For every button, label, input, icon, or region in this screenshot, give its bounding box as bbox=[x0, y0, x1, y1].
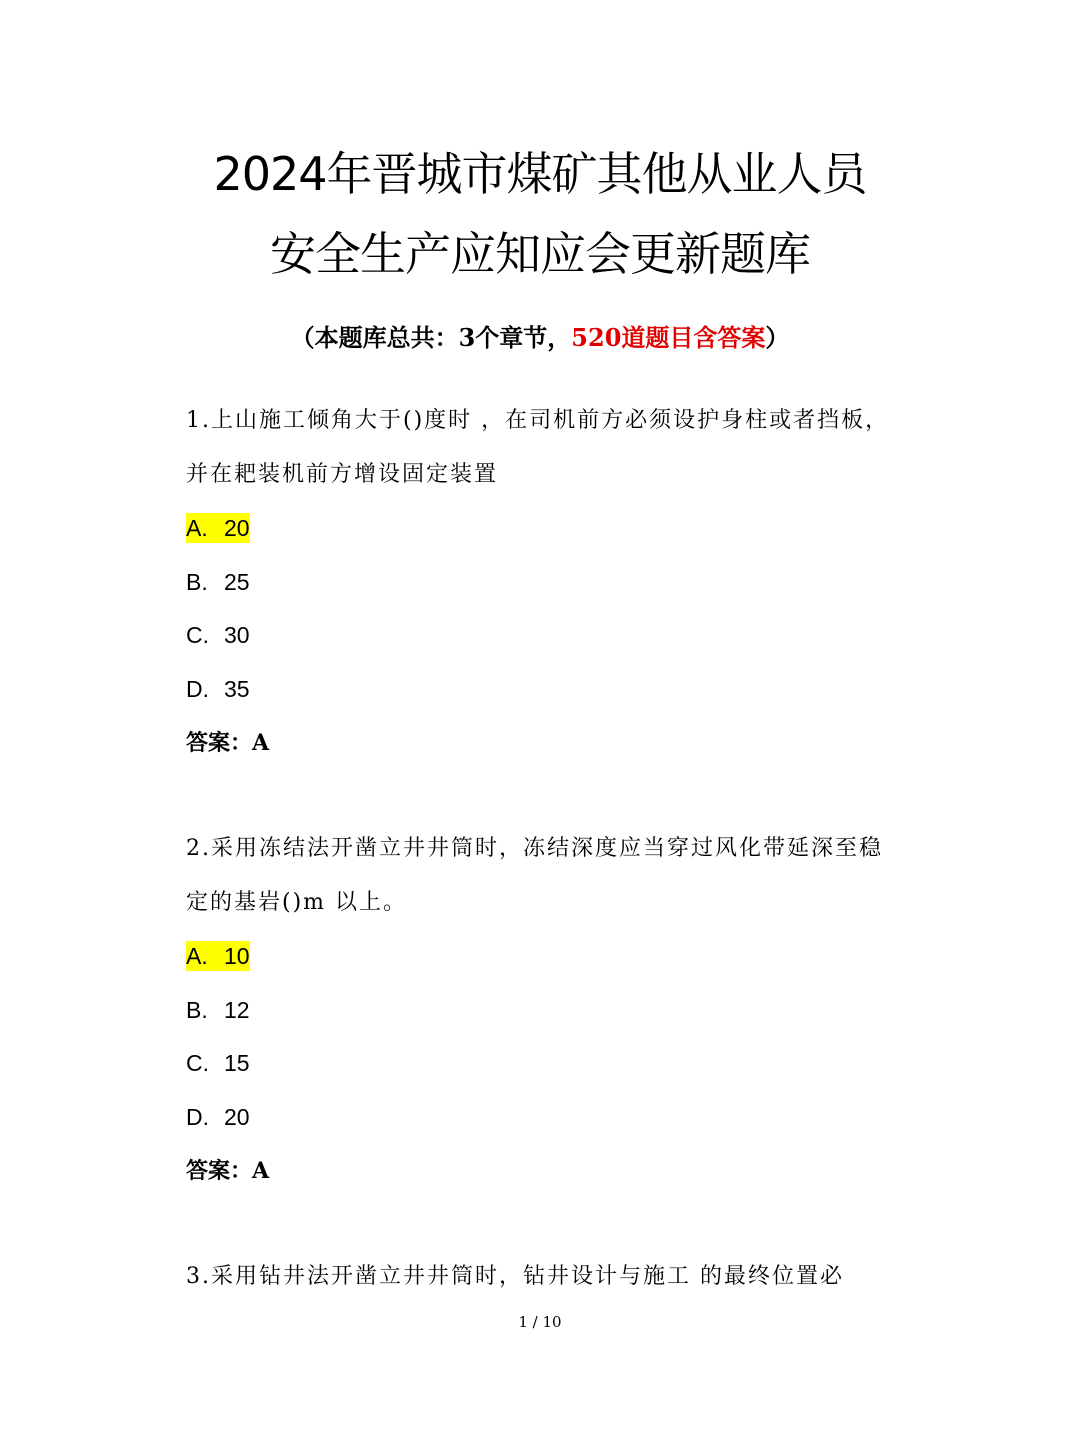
question-text: 1.上山施工倾角大于()度时 ，在司机前方必须设护身柱或者挡板，并在耙装机前方增设固定装置 bbox=[186, 408, 890, 487]
option-value: 30 bbox=[224, 622, 250, 648]
page-number: 1 / 10 bbox=[518, 1313, 562, 1331]
option-c bbox=[186, 609, 906, 663]
option-b bbox=[186, 556, 906, 610]
option-letter: D. bbox=[186, 675, 209, 702]
option-value: 20 bbox=[224, 515, 250, 541]
option-letter: A. bbox=[186, 515, 208, 541]
document-title-line-2: 安全生产应知应会更新题库 bbox=[270, 227, 810, 281]
option-d bbox=[186, 1091, 906, 1145]
subtitle-suffix: ） bbox=[765, 323, 790, 352]
answer-line: 答案：A bbox=[186, 1158, 270, 1184]
option-value: 12 bbox=[224, 996, 250, 1023]
option-a bbox=[186, 930, 906, 984]
option-letter: B. bbox=[186, 568, 208, 595]
option-letter: D. bbox=[186, 1103, 209, 1130]
option-value: 25 bbox=[224, 568, 250, 595]
question-2 bbox=[186, 822, 906, 1198]
question-3 bbox=[186, 1250, 906, 1304]
option-letter: C. bbox=[186, 1050, 209, 1076]
document-subtitle bbox=[0, 318, 1080, 353]
question-text: 3.采用钻井法开凿立井井筒时，钻井设计与施工 的最终位置必 bbox=[186, 1264, 844, 1289]
option-value: 20 bbox=[224, 1103, 250, 1130]
answer-line: 答案：A bbox=[186, 730, 270, 756]
question-list bbox=[186, 394, 906, 1304]
option-d bbox=[186, 663, 906, 717]
question-spacer bbox=[186, 770, 906, 822]
question-text: 2.采用冻结法开凿立井井筒时，冻结深度应当穿过风化带延深至稳定的基岩()m 以上。 bbox=[186, 836, 883, 915]
option-letter: B. bbox=[186, 996, 208, 1023]
option-value: 15 bbox=[224, 1050, 250, 1076]
subtitle-question-count: 520道题目含答案 bbox=[571, 323, 766, 352]
option-letter: C. bbox=[186, 622, 209, 648]
option-a bbox=[186, 502, 906, 556]
subtitle-prefix: （本题库总共：3个章节， bbox=[290, 323, 572, 352]
question-1 bbox=[186, 394, 906, 770]
option-letter: A. bbox=[186, 943, 208, 969]
option-value: 10 bbox=[224, 943, 250, 969]
document-title-line-1: 2024年晋城市煤矿其他从业人员 bbox=[213, 147, 867, 201]
question-spacer bbox=[186, 1198, 906, 1250]
option-b bbox=[186, 984, 906, 1038]
option-c bbox=[186, 1037, 906, 1091]
option-value: 35 bbox=[224, 675, 250, 702]
